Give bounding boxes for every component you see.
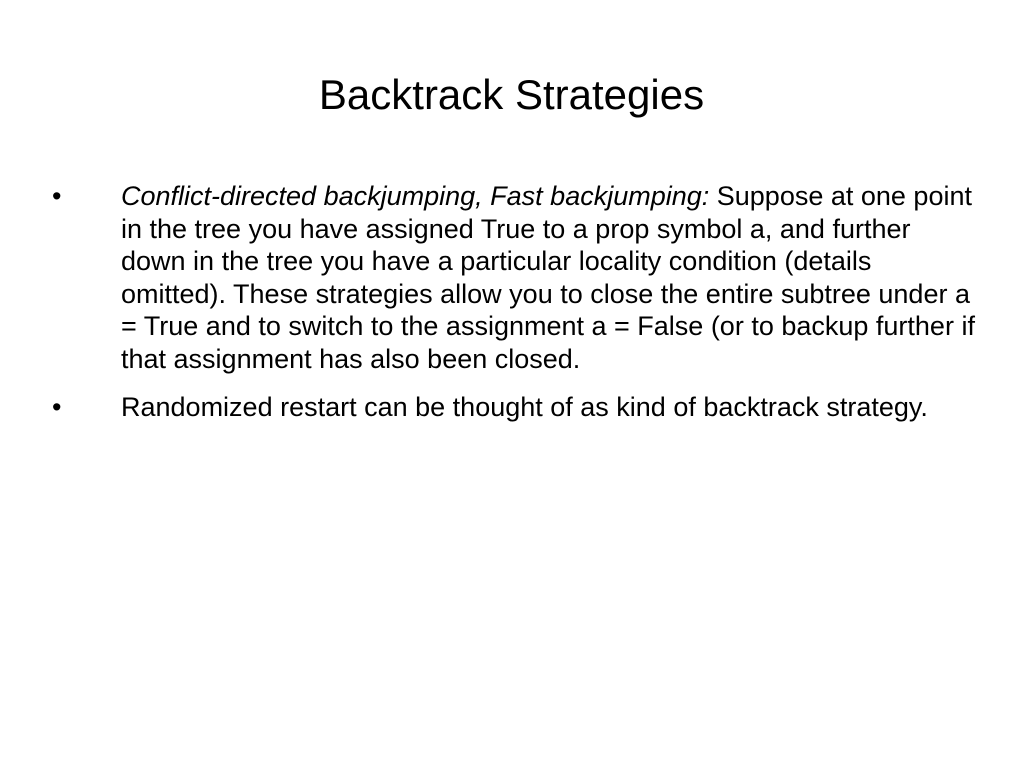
bullet-marker: • — [52, 181, 62, 211]
bullet-item-randomized-restart — [48, 391, 978, 424]
bullet-item-backjumping — [48, 180, 978, 375]
bullet-italic-lead: Conflict-directed backjumping, Fast backjumping: — [121, 181, 710, 211]
bullet-text: Randomized restart can be thought of as kind of backtrack strategy. — [121, 392, 928, 422]
bullet-marker: • — [52, 392, 62, 422]
bullet-list — [48, 180, 978, 440]
bullet-text: Suppose at one point in the tree you have assigned True to a prop symbol a, and further down in the tree you have a particular locality condition (details omitted). These strategies allow you to close the entire subtree under a = True and to switch to the assignment a = False (or to backup further if that assignment has also been closed. — [121, 181, 975, 374]
slide-title: Backtrack Strategies — [318, 71, 705, 118]
